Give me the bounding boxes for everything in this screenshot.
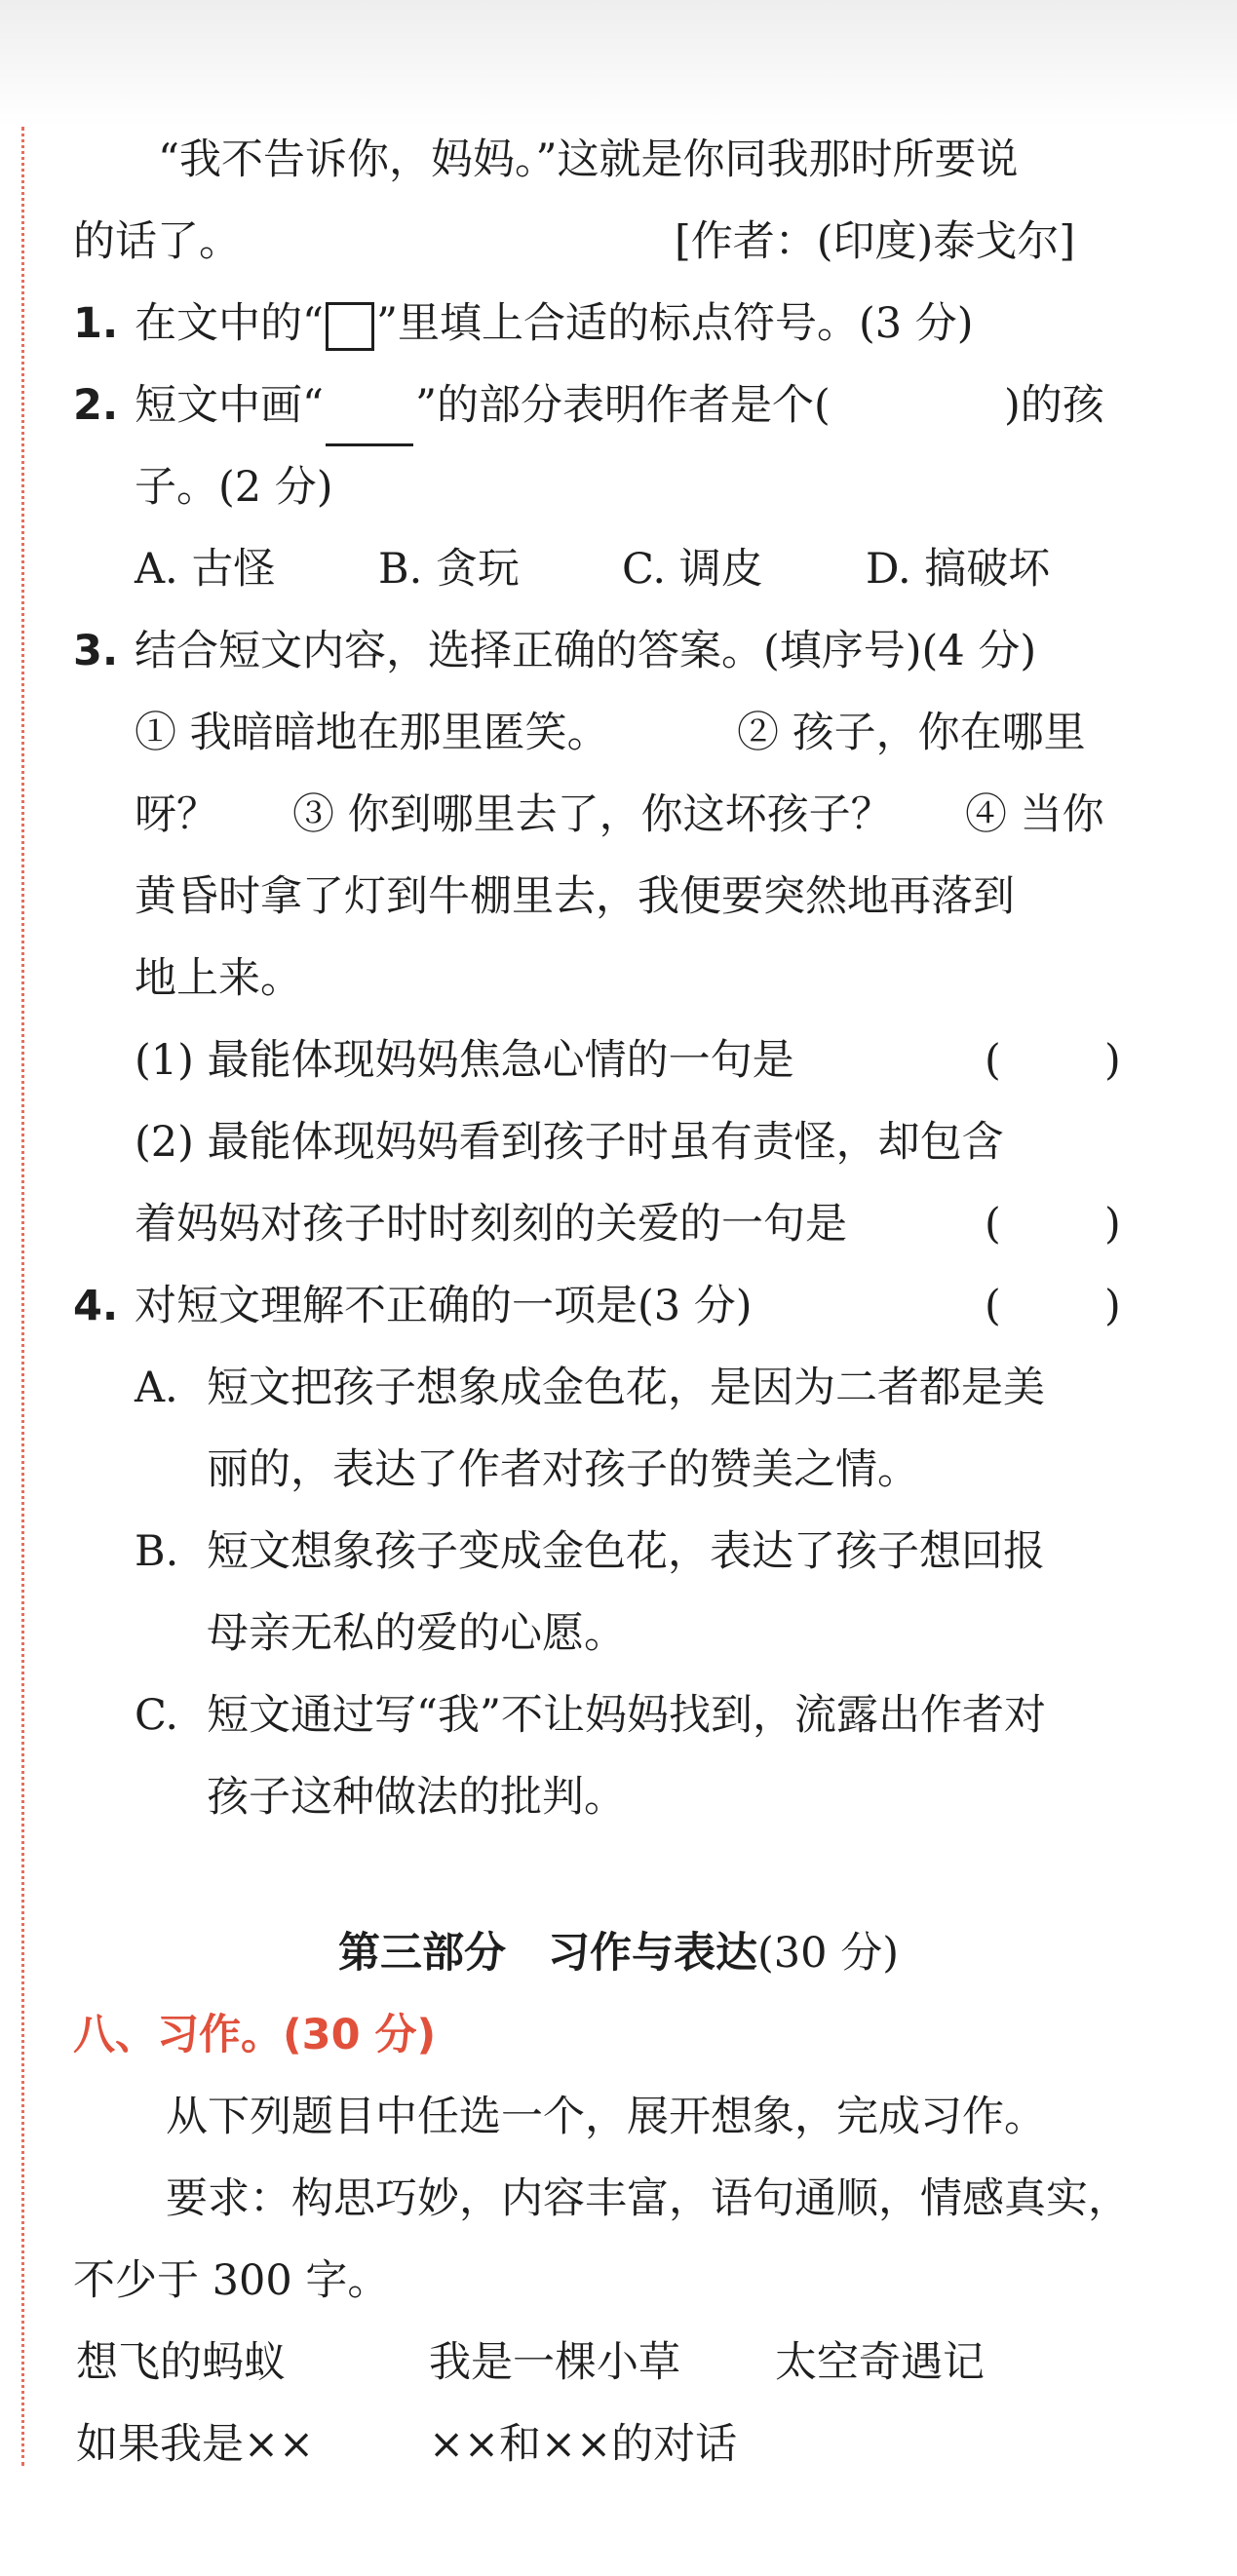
question-text: 子。(2 分) [135,463,333,512]
topic-option: 我是一棵小草 [429,2338,680,2387]
part-3-heading [0,1912,1237,1994]
question-2-line-2 [0,446,1237,528]
part-title: 第三部分 习作与表达 [338,1929,758,1978]
option-label: A. [135,1364,178,1412]
option-text: 短文通过写“我”不让妈妈找到，流露出作者对 [207,1691,1046,1740]
question-2-options [0,528,1237,610]
question-2-text [135,365,831,446]
question-3-choices-4 [0,938,1237,1019]
topic-option: 如果我是×× [76,2420,315,2469]
section-8-instruction [0,2076,1237,2158]
option-text: 短文把孩子想象成金色花，是因为二者都是美 [207,1364,1045,1412]
question-3-sub-1 [0,1019,1237,1101]
passage-text: “我不告诉你，妈妈。”这就是你同我那时所要说 [158,135,1019,184]
question-4-option-c [0,1674,1237,1756]
choice-2-continued: 呀？ [135,790,218,839]
question-3-choices-2 [0,774,1237,856]
answer-paren-open: ( [985,1036,1001,1085]
question-4-option-c-line-2 [0,1756,1237,1838]
answer-paren-close: ) [1104,1036,1121,1085]
question-text: 在文中的“ [135,299,324,348]
question-number: 3. [73,627,119,675]
question-4-option-b [0,1511,1237,1593]
option-d: D. 搞破坏 [866,545,1051,594]
option-b: B. 贪玩 [378,545,520,594]
option-label: C. [135,1691,179,1740]
question-4-option-b-line-2 [0,1593,1237,1674]
choice-1: ① 我暗暗地在那里匿笑。 [135,709,609,757]
question-text: 对短文理解不正确的一项是(3 分) [135,1282,753,1330]
part-score: (30 分) [757,1929,899,1978]
question-text: 结合短文内容，选择正确的答案。(填序号)(4 分) [135,627,1037,675]
question-text: ”的部分表明作者是个( [414,381,831,430]
option-c: C. 调皮 [622,545,763,594]
passage-line-2 [0,201,1237,283]
topic-row-2 [0,2403,1237,2485]
option-text: 母亲无私的爱的心愿。 [207,1609,626,1658]
question-3-choices-1 [0,692,1237,774]
answer-paren-close: ) [1104,1200,1121,1249]
question-1-text [135,283,974,365]
passage-text: 的话了。 [73,217,241,266]
question-4-option-a-line-2 [0,1429,1237,1511]
topic-option: 想飞的蚂蚁 [76,2338,286,2387]
instruction-text: 从下列题目中任选一个，展开想象，完成习作。 [166,2093,1046,2141]
option-text: 丽的，表达了作者对孩子的赞美之情。 [207,1445,919,1494]
page-top-shade [0,0,1237,127]
question-3 [0,610,1237,692]
question-4 [0,1265,1237,1347]
question-text: 短文中画“ [135,381,324,430]
sub-question-1: (1) 最能体现妈妈焦急心情的一句是 [135,1036,794,1085]
question-3-sub-2 [0,1101,1237,1183]
answer-paren-close: ) [1104,1282,1121,1330]
passage-line-1 [0,119,1237,201]
topic-option: 太空奇遇记 [775,2338,985,2387]
question-1 [0,283,1237,365]
option-text: 短文想象孩子变成金色花，表达了孩子想回报 [207,1527,1045,1576]
choice-3: ③ 你到哪里去了，你这坏孩子？ [292,790,893,839]
option-a: A. 古怪 [135,545,276,594]
section-8-requirement [0,2158,1237,2240]
question-text: ”里填上合适的标点符号。(3 分) [375,299,974,348]
question-number: 4. [73,1282,119,1330]
requirement-text: 要求：构思巧妙，内容丰富，语句通顺，情感真实， [166,2174,1130,2223]
choice-2: ② 孩子，你在哪里 [737,709,1086,757]
choice-4-continued: 黄昏时拿了灯到牛棚里去，我便要突然地再落到 [135,872,1015,921]
author-attribution: [作者：(印度)泰戈尔] [675,217,1076,266]
requirement-text: 不少于 300 字。 [73,2256,390,2305]
question-3-sub-2-line-2 [0,1183,1237,1265]
topic-option: ××和××的对话 [429,2420,738,2469]
sub-question-2: 着妈妈对孩子时时刻刻的关爱的一句是 [135,1200,847,1249]
section-8-heading: 八、习作。(30 分) [73,2011,437,2059]
option-text: 孩子这种做法的批判。 [207,1773,626,1822]
question-3-choices-3 [0,856,1237,938]
topic-row-1 [0,2322,1237,2403]
underline-sample [326,401,413,446]
choice-4: ④ 当你 [965,790,1104,839]
question-number: 1. [73,299,119,348]
question-2 [0,365,1237,446]
question-4-option-a [0,1347,1237,1429]
punctuation-box [326,302,374,351]
option-label: B. [135,1527,179,1576]
question-number: 2. [73,381,119,430]
sub-question-2: (2) 最能体现妈妈看到孩子时虽有责怪，却包含 [135,1118,1004,1167]
section-8-requirement-line-2 [0,2240,1237,2322]
answer-paren-open: ( [985,1200,1001,1249]
choice-4-continued: 地上来。 [135,954,302,1003]
answer-paren-open: ( [985,1282,1001,1330]
question-text: )的孩 [1004,381,1104,430]
